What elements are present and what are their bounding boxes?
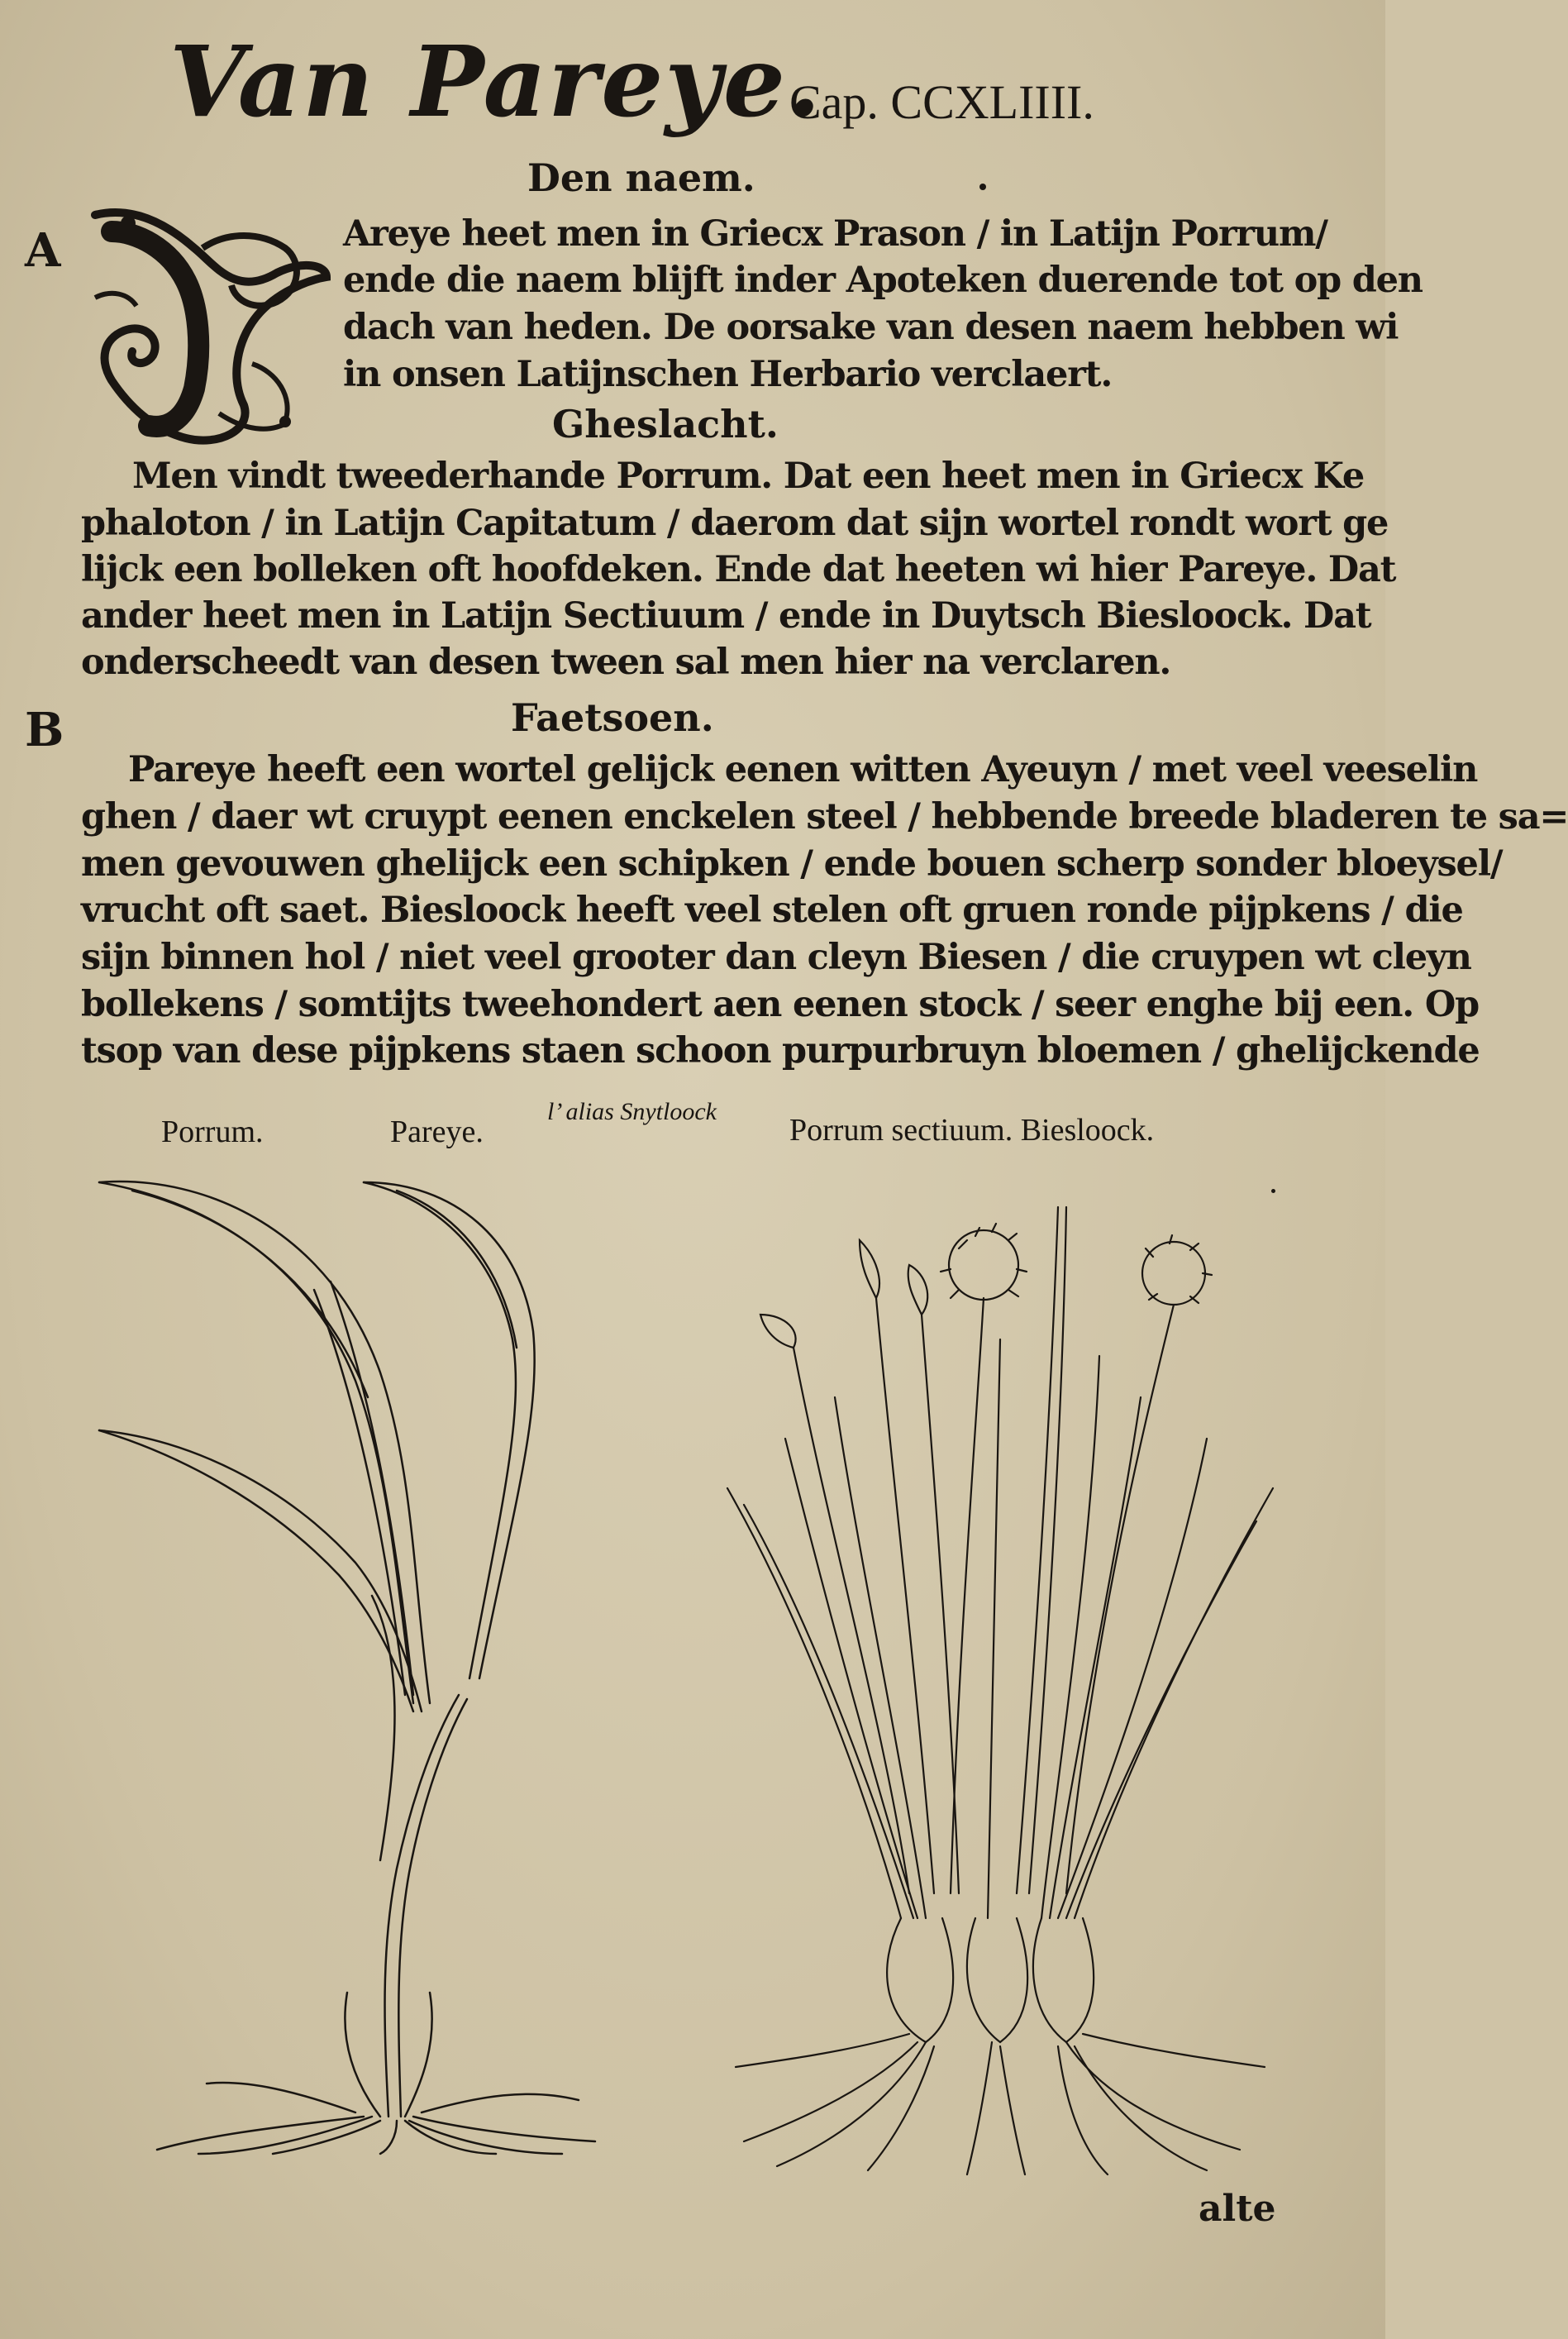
- margin-letter-a: A: [25, 223, 61, 278]
- text-line: lijck een bolleken oft hoofdeken. Ende dat heeten wi hier Pareye. Dat: [81, 549, 1396, 590]
- handwritten-annotation: l’ alias Snytloock: [547, 1098, 717, 1125]
- catchword: alte: [1199, 2188, 1276, 2230]
- text-line: Men vindt tweederhande Porrum. Dat een heet men in Griecx Ke: [132, 456, 1365, 497]
- section-heading-gheslacht: Gheslacht.: [552, 402, 779, 446]
- text-line: ander heet men in Latijn Sectiuum / ende in Duytsch Biesloock. Dat: [81, 595, 1371, 637]
- text-line: ende die naem blijft inder Apoteken duerende tot op den: [343, 260, 1423, 301]
- chapter-number: Cap. CCXLIIII.: [789, 75, 1094, 129]
- text-line: men gevouwen ghelijck een schipken / ende bouen scherp sonder bloeysel/: [81, 843, 1503, 885]
- text-line: phaloton / in Latijn Capitatum / daerom dat sijn wortel rondt wort ge: [81, 503, 1389, 544]
- caption-pareye: Pareye.: [390, 1115, 484, 1149]
- page-title: Van Pareye.: [169, 24, 823, 139]
- section-heading-faetsoen: Faetsoen.: [511, 695, 714, 740]
- ink-dot: [979, 184, 986, 190]
- section-heading-naem: Den naem.: [527, 155, 755, 200]
- text-line: sijn binnen hol / niet veel grooter dan cleyn Biesen / die cruypen wt cleyn: [81, 937, 1471, 978]
- text-line: Areye heet men in Griecx Prason / in Latijn Porrum/: [343, 213, 1327, 255]
- chives-woodcut-illustration: [711, 1191, 1289, 2183]
- decorated-initial-p: [79, 198, 335, 455]
- text-line: dach van heden. De oorsake van desen naem hebben wi: [343, 307, 1399, 348]
- caption-porrum: Porrum.: [161, 1115, 264, 1149]
- text-line: ghen / daer wt cruypt eenen enckelen steel / hebbende breede bladeren te sa=: [81, 796, 1568, 838]
- text-line: Pareye heeft een wortel gelijck eenen witten Ayeuyn / met veel veeselin: [128, 749, 1478, 790]
- leek-woodcut-illustration: [83, 1166, 645, 2158]
- margin-letter-b: B: [25, 703, 64, 757]
- text-line: vrucht oft saet. Biesloock heeft veel stelen oft gruen ronde pijpkens / die: [81, 890, 1463, 931]
- text-line: bollekens / somtijts tweehondert aen eenen stock / seer enghe bij een. Op: [81, 984, 1479, 1025]
- caption-biesloock: Porrum sectiuum. Biesloock.: [789, 1113, 1155, 1148]
- text-line: in onsen Latijnschen Herbario verclaert.: [343, 354, 1113, 395]
- text-line: tsop van dese pijpkens staen schoon purpurbruyn bloemen / ghelijckende: [81, 1030, 1480, 1072]
- text-line: onderscheedt van desen tween sal men hier na verclaren.: [81, 642, 1171, 683]
